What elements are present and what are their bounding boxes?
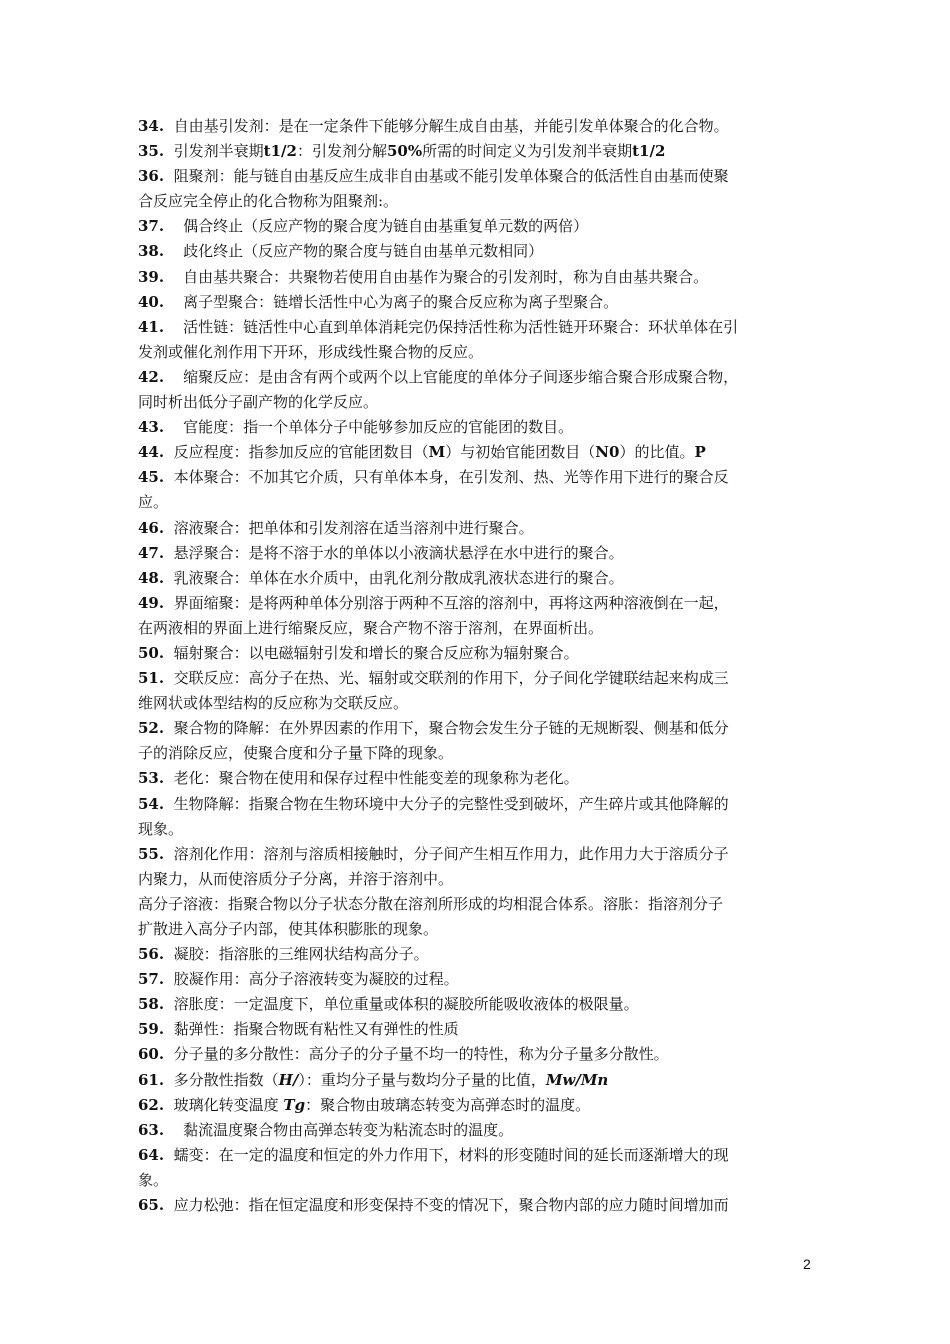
text-run: 分子量的多分散性：高分子的分子量不均一的特性，称为分子量多分散性。 [164,1045,669,1064]
item-number: 36. [138,167,165,186]
text-run: 现象。 [138,819,184,838]
text-line [138,490,814,515]
text-line [138,716,814,741]
item-number: 61. [138,1070,165,1089]
text-run: 黏弹性：指聚合物既有粘性又有弹性的性质 [164,1020,459,1039]
item-number: 34. [138,117,165,135]
text-run: 玻璃化转变温度 [164,1095,284,1114]
item-number: 39. [138,267,165,286]
text-line [138,214,814,239]
text-run: 合反应完全停止的化合物称为阻聚剂:。 [138,192,399,211]
text-run: 多分散性指数（ [164,1070,279,1089]
text-run: 胶凝作用：高分子溶液转变为凝胶的过程。 [164,970,459,989]
text-run: t1/2 [632,142,666,161]
text-line [138,817,814,842]
text-line [138,1093,814,1118]
text-run: 本体聚合：不加其它介质，只有单体本身，在引发剂、热、光等作用下进行的聚合反 [164,468,729,487]
text-run: ）的比值。 [619,443,695,462]
text-line [138,541,814,566]
text-run: ：聚合物由玻璃态转变为高弹态时的温度。 [305,1095,591,1114]
text-run: H/ [278,1070,299,1089]
item-number: 60. [138,1045,165,1064]
text-run: 自由基引发剂：是在一定条件下能够分解生成自由基，并能引发单体聚合的化合物。 [164,117,729,135]
item-number: 51. [138,669,165,688]
text-run: 老化：聚合物在使用和保存过程中性能变差的现象称为老化。 [164,769,579,788]
text-line [138,566,814,591]
text-line [138,1118,814,1143]
text-run: 维网状或体型结构的反应称为交联反应。 [138,694,409,713]
text-line [138,365,814,390]
item-number: 63. [138,1120,165,1139]
item-number: 48. [138,568,165,587]
text-line [138,1068,814,1093]
document-body [138,114,814,1218]
item-number: 62. [138,1095,165,1114]
text-run: 同时析出低分子副产物的化学反应。 [138,393,379,412]
text-run: 活性链：链活性中心直到单体消耗完仍保持活性称为活性链开环聚合：环状单体在引 [164,317,739,336]
text-line [138,440,814,465]
text-run: 溶剂化作用：溶剂与溶质相接触时，分子间产生相互作用力，此作用力大于溶质分子 [164,844,729,863]
text-run: 聚合物的降解：在外界因素的作用下，聚合物会发生分子链的无规断裂、侧基和低分 [164,719,729,738]
item-number: 52. [138,719,165,738]
text-run: 引发剂半衰期 [164,142,264,161]
text-run: ：引发剂分解 [296,142,387,161]
text-run: 50% [386,142,423,161]
text-run: 乳液聚合：单体在水介质中，由乳化剂分散成乳液状态进行的聚合。 [164,568,624,587]
item-number: 47. [138,543,165,562]
text-line [138,139,814,164]
text-line [138,691,814,716]
text-line [138,1193,814,1218]
item-number: 40. [138,292,165,311]
text-run: 界面缩聚：是将两种单体分别溶于两种不互溶的溶剂中，再将这两种溶液倒在一起， [164,593,729,612]
text-run: 应力松弛：指在恒定温度和形变保持不变的情况下，聚合物内部的应力随时间增加而 [164,1196,729,1215]
text-line [138,1168,814,1193]
text-line [138,265,814,290]
text-run: 应。 [138,493,169,512]
text-run: 所需的时间定义为引发剂半衰期 [422,142,633,161]
text-run: 高分子溶液：指聚合物以分子状态分散在溶剂所形成的均相混合体系。溶胀：指溶剂分子 [138,894,724,913]
text-run: 溶胀度：一定温度下，单位重量或体积的凝胶所能吸收液体的极限量。 [164,995,639,1014]
text-line [138,892,814,917]
item-number: 54. [138,794,165,813]
item-number: 45. [138,468,165,487]
text-line [138,992,814,1017]
text-line [138,867,814,892]
text-line [138,290,814,315]
text-run: P [694,443,706,462]
text-line [138,842,814,867]
text-run: 缩聚反应：是由含有两个或两个以上官能度的单体分子间逐步缩合聚合形成聚合物， [164,367,739,386]
text-run: 交联反应：高分子在热、光、辐射或交联剂的作用下，分子间化学键联结起来构成三 [164,669,729,688]
text-run: 内聚力，从而使溶质分子分离，并溶于溶剂中。 [138,869,454,888]
text-line [138,1042,814,1067]
text-line [138,390,814,415]
text-line [138,114,814,139]
text-line [138,967,814,992]
text-run: 扩散进入高分子内部，使其体积膨胀的现象。 [138,920,439,938]
text-run: 阻聚剂：能与链自由基反应生成非自由基或不能引发单体聚合的低活性自由基而使聚 [164,167,729,186]
text-run: 发剂或催化剂作用下开环，形成线性聚合物的反应。 [138,342,484,361]
page-number: 2 [803,1256,811,1272]
text-line [138,792,814,817]
text-run: 悬浮聚合：是将不溶于水的单体以小液滴状悬浮在水中进行的聚合。 [164,543,624,562]
text-line [138,917,814,942]
text-line [138,942,814,967]
text-run: 蠕变：在一定的温度和恒定的外力作用下，材料的形变随时间的延长而逐渐增大的现 [164,1145,729,1164]
text-run: 凝胶：指溶胀的三维网状结构高分子。 [164,945,429,964]
text-line [138,516,814,541]
text-line [138,189,814,214]
item-number: 38. [138,242,165,261]
text-run: 官能度：指一个单体分子中能够参加反应的官能团的数目。 [164,418,574,437]
text-line [138,1143,814,1168]
item-number: 64. [138,1145,165,1164]
item-number: 53. [138,769,165,788]
text-run: 子的消除反应，使聚合度和分子量下降的现象。 [138,744,454,763]
text-run: t1/2 [263,142,297,161]
item-number: 35. [138,142,165,161]
text-line [138,465,814,490]
item-number: 59. [138,1020,165,1039]
text-run: M [428,443,446,462]
text-line [138,616,814,641]
text-run: 溶液聚合：把单体和引发剂溶在适当溶剂中进行聚合。 [164,518,534,537]
item-number: 43. [138,418,165,437]
item-number: 42. [138,367,165,386]
text-line [138,239,814,264]
item-number: 46. [138,518,165,537]
text-line [138,591,814,616]
text-run: 偶合终止（反应产物的聚合度为链自由基重复单元数的两倍） [164,217,589,236]
item-number: 58. [138,995,165,1014]
text-run: 生物降解：指聚合物在生物环境中大分子的完整性受到破坏，产生碎片或其他降解的 [164,794,729,813]
text-run: 歧化终止（反应产物的聚合度与链自由基单元数相同） [164,242,544,261]
item-number: 44. [138,443,165,462]
text-line [138,340,814,365]
text-run: Mw/Mn [545,1070,609,1089]
text-run: 离子型聚合：链增长活性中心为离子的聚合反应称为离子型聚合。 [164,292,619,311]
item-number: 55. [138,844,165,863]
text-run: ）与初始官能团数目（ [445,443,596,462]
text-line [138,1017,814,1042]
text-line [138,766,814,791]
item-number: 49. [138,593,165,612]
text-line [138,666,814,691]
text-run: N0 [595,443,620,462]
item-number: 41. [138,317,165,336]
text-run: 黏流温度聚合物由高弹态转变为粘流态时的温度。 [164,1120,514,1139]
item-number: 57. [138,970,165,989]
text-run: Tg [283,1095,306,1114]
text-run: ）：重均分子量与数均分子量的比值， [298,1070,546,1089]
item-number: 37. [138,217,165,236]
text-run: 反应程度：指参加反应的官能团数目（ [164,443,429,462]
item-number: 65. [138,1196,165,1215]
text-run: 在两液相的界面上进行缩聚反应，聚合产物不溶于溶剂，在界面析出。 [138,618,604,637]
text-line [138,641,814,666]
text-run: 自由基共聚合：共聚物若使用自由基作为聚合的引发剂时，称为自由基共聚合。 [164,267,709,286]
text-line [138,164,814,189]
text-line [138,741,814,766]
item-number: 50. [138,643,165,662]
text-line [138,315,814,340]
text-line [138,415,814,440]
text-run: 辐射聚合：以电磁辐射引发和增长的聚合反应称为辐射聚合。 [164,643,579,662]
item-number: 56. [138,945,165,964]
text-run: 象。 [138,1170,169,1189]
